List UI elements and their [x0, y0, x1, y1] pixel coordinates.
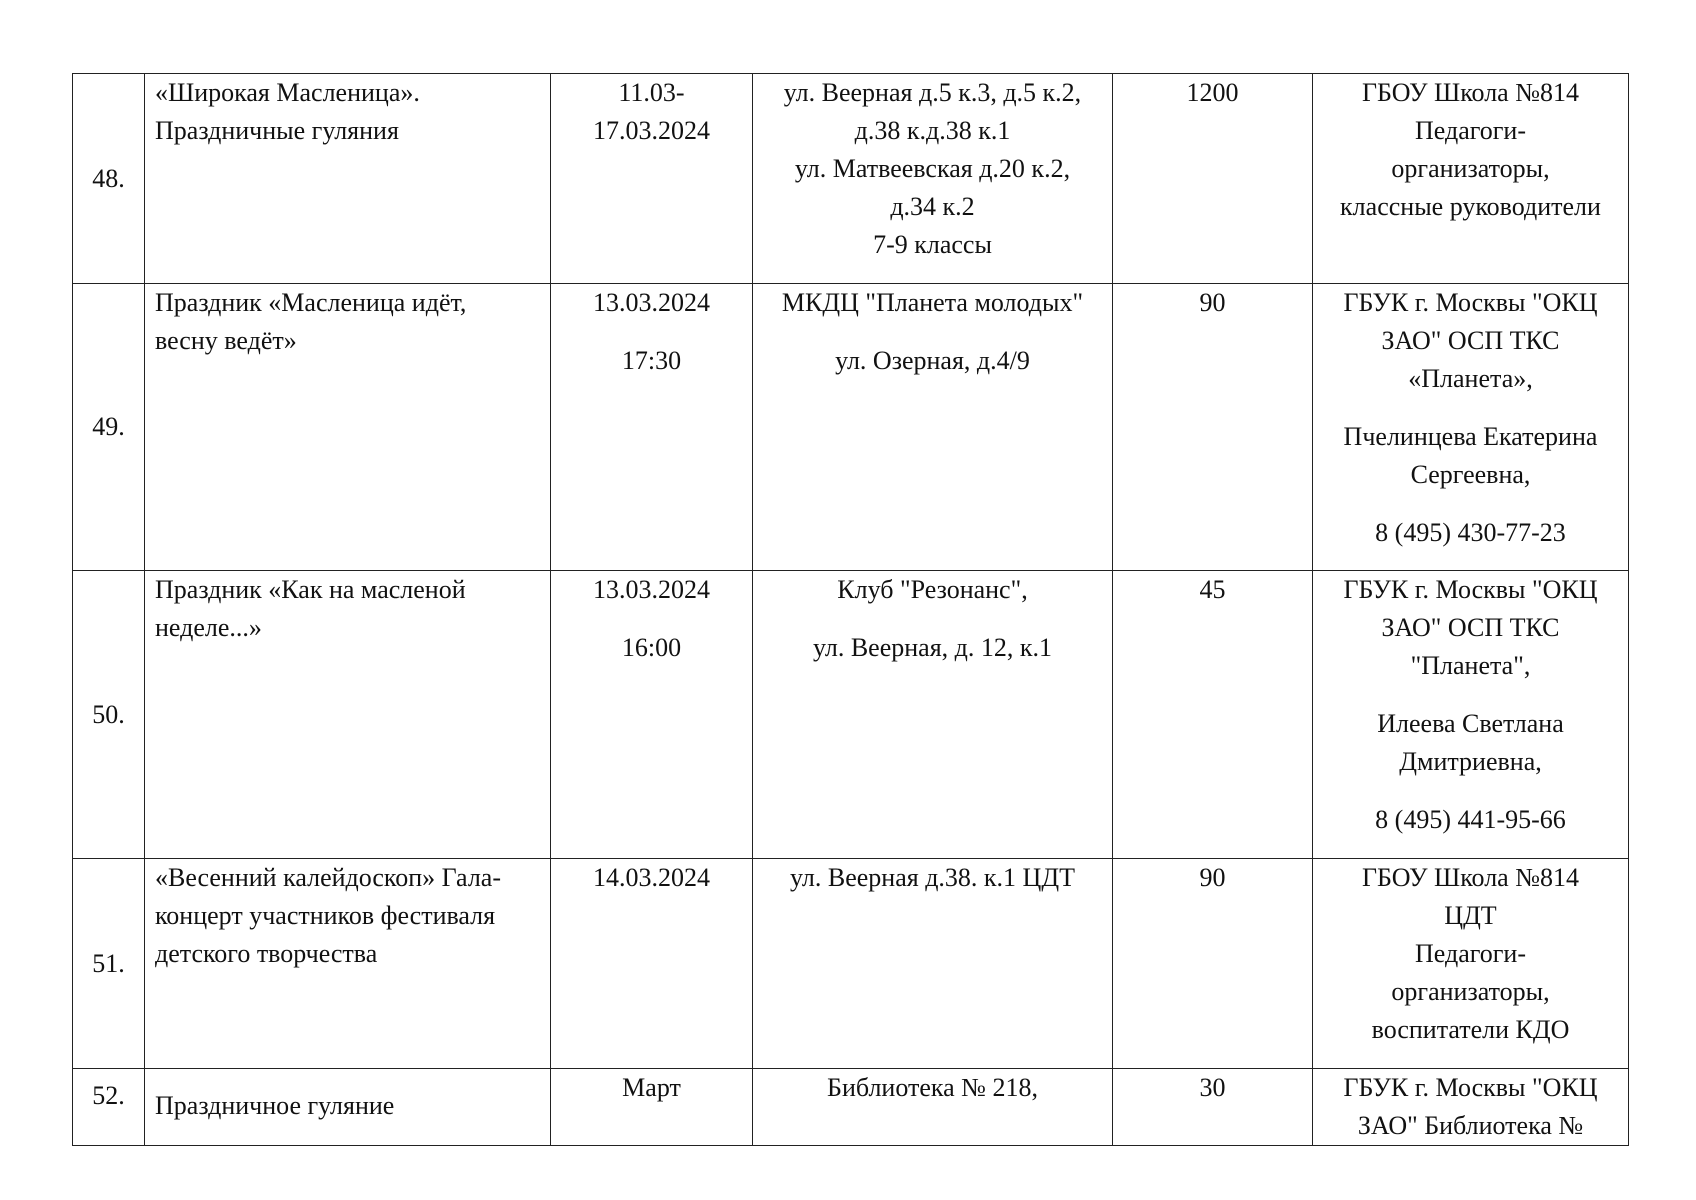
participant-count: 1200 — [1113, 74, 1313, 284]
row-number: 50. — [73, 571, 145, 859]
event-place: Библиотека № 218, — [753, 1069, 1113, 1146]
participant-count: 45 — [1113, 571, 1313, 859]
event-responsible: ГБОУ Школа №814 Педагоги- организаторы, классные руководители — [1313, 74, 1629, 284]
table-row — [73, 74, 1629, 284]
participant-count: 30 — [1113, 1069, 1313, 1146]
event-place: ул. Веерная д.5 к.3, д.5 к.2, д.38 к.д.38 к.1 ул. Матвеевская д.20 к.2, д.34 к.2 7-9 классы — [753, 74, 1113, 284]
row-number: 48. — [73, 74, 145, 284]
table-row — [73, 859, 1629, 1069]
event-name: Праздник «Масленица идёт, весну ведёт» — [145, 284, 551, 571]
table-row — [73, 571, 1629, 859]
participant-count: 90 — [1113, 859, 1313, 1069]
event-responsible: ГБУК г. Москвы "ОКЦ ЗАО" Библиотека № — [1313, 1069, 1629, 1146]
events-table — [72, 73, 1629, 1146]
participant-count: 90 — [1113, 284, 1313, 571]
event-place: ул. Веерная д.38. к.1 ЦДТ — [753, 859, 1113, 1069]
event-name: Праздник «Как на масленой неделе...» — [145, 571, 551, 859]
event-name: Праздничное гуляние — [145, 1069, 551, 1146]
table-row — [73, 284, 1629, 571]
event-place: МКДЦ "Планета молодых" ул. Озерная, д.4/9 — [753, 284, 1113, 571]
event-responsible: ГБОУ Школа №814 ЦДТ Педагоги- организаторы, воспитатели КДО — [1313, 859, 1629, 1069]
event-name: «Широкая Масленица». Праздничные гуляния — [145, 74, 551, 284]
event-date: 13.03.2024 16:00 — [551, 571, 753, 859]
row-number: 51. — [73, 859, 145, 1069]
event-date: 13.03.2024 17:30 — [551, 284, 753, 571]
row-number: 52. — [73, 1069, 145, 1146]
event-name: «Весенний калейдоскоп» Гала- концерт участников фестиваля детского творчества — [145, 859, 551, 1069]
event-place: Клуб "Резонанс", ул. Веерная, д. 12, к.1 — [753, 571, 1113, 859]
event-date: Март — [551, 1069, 753, 1146]
event-responsible: ГБУК г. Москвы "ОКЦ ЗАО" ОСП ТКС "Планета", Илеева Светлана Дмитриевна, 8 (495) 441-95-66 — [1313, 571, 1629, 859]
event-date: 11.03- 17.03.2024 — [551, 74, 753, 284]
row-number: 49. — [73, 284, 145, 571]
table-row — [73, 1069, 1629, 1146]
event-date: 14.03.2024 — [551, 859, 753, 1069]
event-responsible: ГБУК г. Москвы "ОКЦ ЗАО" ОСП ТКС «Планета», Пчелинцева Екатерина Сергеевна, 8 (495) 430-77-23 — [1313, 284, 1629, 571]
